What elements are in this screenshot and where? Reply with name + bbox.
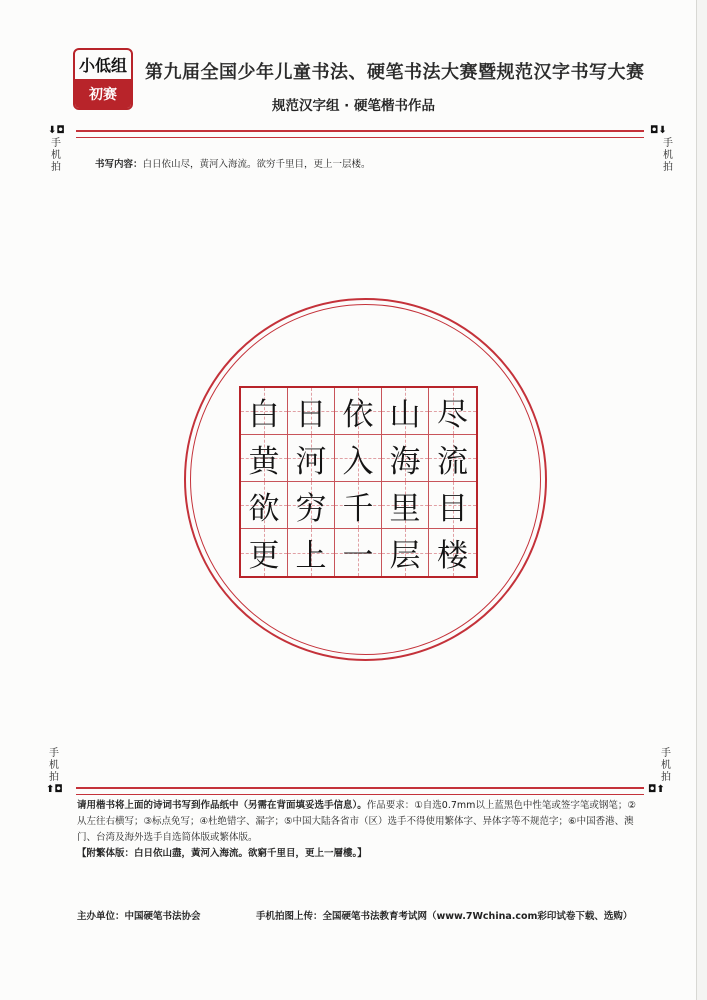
grid-cell: 目 xyxy=(429,482,476,529)
writing-content xyxy=(95,156,371,170)
photo-label: 手机拍 xyxy=(661,748,671,783)
requirements-traditional: 【附繁体版：白日依山盡，黃河入海流。欲窮千里目，更上一層樓。】 xyxy=(77,848,367,859)
badge-group-label: 小低组 xyxy=(78,56,127,75)
grid-cell: 楼 xyxy=(429,529,476,576)
grid-cell: 流 xyxy=(429,435,476,482)
grid-cell: 层 xyxy=(382,529,429,576)
grid-cell: 入 xyxy=(335,435,382,482)
grid-cell: 欲 xyxy=(241,482,288,529)
grid-cell: 里 xyxy=(382,482,429,529)
grid-cell: 上 xyxy=(288,529,335,576)
grid-cell: 依 xyxy=(335,388,382,435)
grid-cell: 千 xyxy=(335,482,382,529)
photo-label: 手机拍 xyxy=(663,138,673,173)
grid-cell: 山 xyxy=(382,388,429,435)
grid-cell: 尽 xyxy=(429,388,476,435)
grid-cell: 日 xyxy=(288,388,335,435)
writing-content-text: 白日依山尽，黄河入海流。欲穷千里目，更上一层楼。 xyxy=(142,159,371,170)
photo-label: 手机拍 xyxy=(51,138,61,173)
footer-divider xyxy=(76,787,644,795)
camera-icon: ⬆◘ xyxy=(46,784,63,795)
camera-icon: ◘⬆ xyxy=(648,784,665,795)
grid-cell: 一 xyxy=(335,529,382,576)
camera-icon: ⬇◘ xyxy=(48,125,65,136)
photo-label: 手机拍 xyxy=(49,748,59,783)
organizer-text: 主办单位：中国硬笔书法协会 xyxy=(77,911,201,922)
upload-info-text: 手机拍图上传：全国硬笔书法教育考试网（www.7Wchina.com彩印试卷下载、选购） xyxy=(256,911,633,922)
grid-cell: 更 xyxy=(241,529,288,576)
calligraphy-grid xyxy=(239,386,478,578)
grid-cell: 穷 xyxy=(288,482,335,529)
requirements-block xyxy=(77,798,645,862)
requirements-lead: 请用楷书将上面的诗词书写到作品纸中（另需在背面填妥选手信息）。 xyxy=(77,800,367,811)
badge-round-label: 初赛 xyxy=(75,79,131,108)
requirements-body: 作品要求：①自选0.7mm以上蓝黑色中性笔或签字笔或钢笔；②从左往右横写；③标点免写；④杜绝错字、漏字；⑤中国大陆各省市（区）选手不得使用繁体字、异体字等不规范字；⑥中国香港、澳门、台湾及海外选手自选简体版或繁体版。 xyxy=(77,800,636,843)
scan-edge xyxy=(696,0,697,1000)
grid-cell: 海 xyxy=(382,435,429,482)
contest-title: 第九届全国少年儿童书法、硬笔书法大赛暨规范汉字书写大赛 xyxy=(145,62,645,83)
contest-subtitle: 规范汉字组 · 硬笔楷书作品 xyxy=(271,98,436,114)
writing-content-label: 书写内容： xyxy=(95,159,143,170)
grid-cell: 河 xyxy=(288,435,335,482)
grid-cell: 白 xyxy=(241,388,288,435)
camera-icon: ◘⬇ xyxy=(650,125,667,136)
grid-cell: 黄 xyxy=(241,435,288,482)
header-divider xyxy=(76,130,644,138)
